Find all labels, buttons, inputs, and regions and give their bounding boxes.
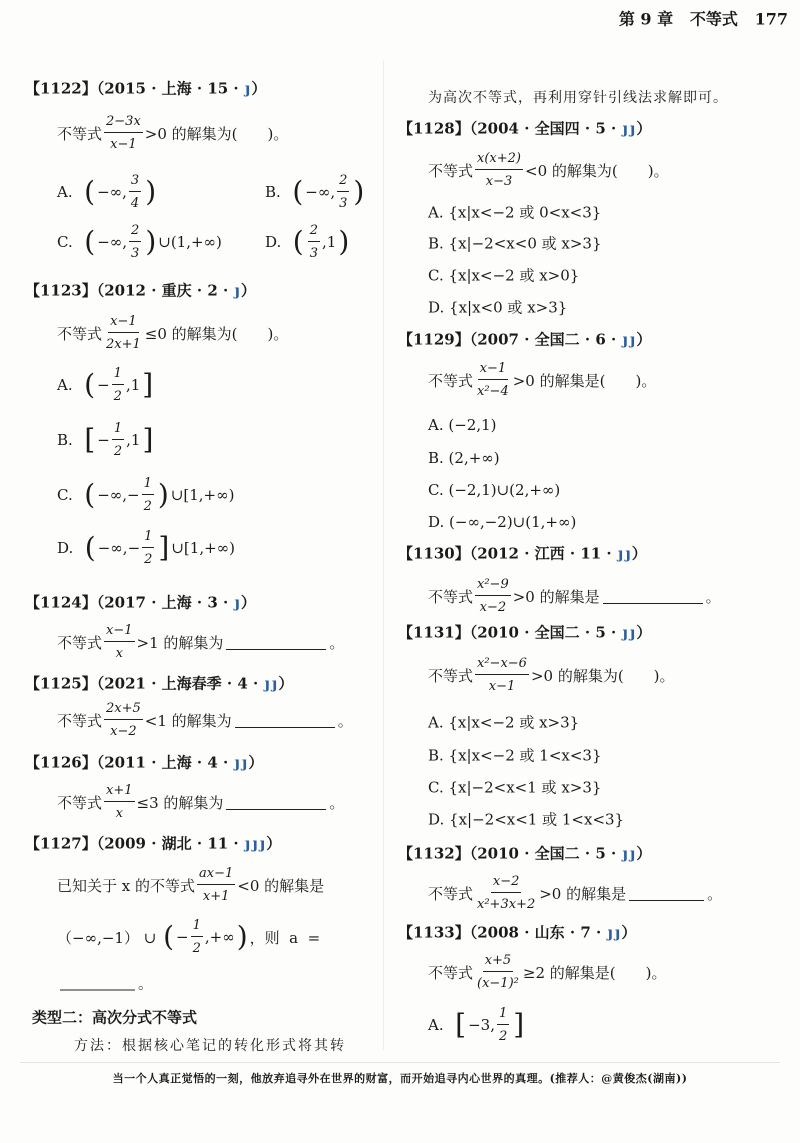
fraction	[142, 528, 154, 568]
fraction	[112, 420, 124, 460]
problem-stem	[57, 313, 288, 353]
answer-blank[interactable]	[235, 713, 335, 728]
text-segment: ，则 a =	[249, 928, 321, 947]
problem-source: （2017 · 上海 · 3 ·	[96, 593, 234, 612]
difficulty-pepper-icon: ȷ	[625, 544, 631, 563]
problem-source: （2011 · 上海 · 4 ·	[96, 753, 234, 772]
problem-stem	[428, 150, 669, 190]
close-paren: ）	[248, 753, 264, 772]
problem-header	[25, 78, 266, 99]
bracket: (	[163, 920, 174, 953]
text-segment: B.	[57, 431, 83, 449]
fraction	[497, 1005, 509, 1045]
difficulty-pepper-icon: ȷ	[629, 623, 636, 642]
answer-blank[interactable]	[226, 635, 326, 650]
text-segment: 不等式	[428, 587, 474, 606]
text-segment: ,+∞	[204, 928, 235, 946]
bracket: ]	[513, 1008, 525, 1041]
text-segment: ∪[1,+∞)	[171, 539, 236, 557]
fraction	[475, 952, 521, 992]
text-segment: A.	[57, 183, 83, 201]
problem-header	[398, 543, 647, 564]
numerator: x−2	[491, 873, 522, 893]
problem-header	[25, 833, 281, 854]
text-segment: B. {x|−2<x<0 或 x>3}	[428, 234, 602, 253]
denominator: 4	[130, 196, 140, 211]
problem-number: 【1132】	[398, 844, 470, 863]
fraction	[142, 475, 154, 515]
text-segment: −∞,	[97, 183, 127, 201]
bracket: )	[353, 175, 365, 208]
problem-source: （2012 · 江西 · 11 ·	[469, 544, 617, 563]
problem-source: （2012 · 重庆 · 2 ·	[96, 281, 234, 300]
text-segment: ∪(1,+∞)	[158, 233, 222, 251]
fraction	[197, 865, 235, 905]
text-segment: >0 的解集是( )。	[512, 371, 657, 390]
fraction	[129, 172, 141, 212]
text-segment: <0 的解集为( )。	[525, 161, 669, 180]
text-segment: −∞,	[305, 183, 336, 201]
problem-header	[398, 329, 651, 350]
difficulty-pepper-icon: ȷ	[622, 623, 628, 642]
text-segment: ≤3 的解集为	[136, 793, 224, 812]
denominator: x−1	[488, 679, 516, 694]
difficulty-pepper-icon: ȷ	[264, 674, 270, 693]
problem-header	[25, 752, 263, 773]
footer-divider	[20, 1062, 780, 1063]
denominator: x+1	[202, 889, 230, 904]
difficulty-pepper-icon: ȷ	[622, 119, 628, 138]
denominator: (x−1)²	[477, 976, 519, 991]
answer-option[interactable]	[428, 481, 560, 499]
bracket: )	[145, 175, 157, 208]
problem-header	[25, 673, 293, 694]
fraction	[308, 222, 320, 262]
problem-number: 【1126】	[25, 753, 97, 772]
problem-source: （2007 · 全国二 · 6 ·	[469, 330, 622, 349]
denominator: 2	[113, 444, 123, 459]
answer-blank[interactable]	[226, 795, 326, 810]
problem-header	[398, 118, 651, 139]
problem-stem	[57, 700, 353, 740]
numerator: x+5	[483, 952, 514, 972]
text-segment: >0 的解集为( )。	[144, 124, 289, 143]
chapter-title: 不等式	[689, 9, 738, 29]
denominator: 2x+1	[106, 337, 141, 352]
difficulty-pepper-icon: ȷ	[629, 119, 636, 138]
difficulty-pepper-icon: ȷ	[234, 281, 240, 300]
text-segment: >0 的解集是	[512, 587, 600, 606]
fraction	[337, 172, 349, 212]
text-segment: 不等式	[428, 963, 474, 982]
problem-stem	[57, 973, 153, 994]
bracket: (	[292, 175, 304, 208]
bracket: )	[338, 225, 350, 258]
problem-number: 【1130】	[398, 544, 470, 563]
denominator: 2	[113, 389, 122, 404]
text-segment: −	[97, 431, 110, 449]
problem-header	[398, 922, 636, 943]
problem-header	[398, 843, 651, 864]
text-segment: 。	[329, 793, 345, 812]
problem-header	[398, 622, 651, 643]
bracket: (	[84, 368, 96, 401]
denominator: 3	[309, 246, 319, 261]
text-segment: D. (−∞,−2)∪(1,+∞)	[428, 513, 577, 531]
fraction	[475, 873, 537, 913]
text-segment: C. {x|x<−2 或 x>0}	[428, 266, 580, 285]
numerator: x(x+2)	[475, 150, 523, 170]
difficulty-pepper-icon: ȷ	[252, 834, 258, 853]
text-segment: <1 的解集为	[144, 711, 232, 730]
answer-option[interactable]	[428, 265, 579, 286]
difficulty-pepper-icon: ȷ	[234, 593, 240, 612]
numerator: x²−x−6	[475, 655, 529, 675]
numerator: 1	[112, 420, 124, 440]
problem-header	[25, 280, 256, 301]
close-paren: ）	[636, 623, 652, 642]
fraction	[475, 360, 511, 400]
answer-option[interactable]	[428, 745, 602, 766]
numerator: x−1	[478, 360, 509, 380]
difficulty-pepper-icon: ȷ	[607, 923, 613, 942]
denominator: 3	[339, 196, 348, 211]
text-segment: 不等式	[428, 666, 474, 685]
problem-source: （2015 · 上海 · 15 ·	[96, 79, 244, 98]
numerator: 2−3x	[104, 113, 143, 133]
denominator: 2	[144, 552, 153, 567]
denominator: x−2	[479, 600, 507, 615]
text-segment: C. (−2,1)∪(2,+∞)	[428, 481, 561, 499]
problem-source: （2010 · 全国二 · 5 ·	[469, 844, 622, 863]
text-segment: 。	[705, 587, 721, 606]
bracket: (	[84, 531, 96, 564]
difficulty-pepper-icon: ȷ	[622, 844, 628, 863]
numerator: 1	[191, 917, 203, 937]
answer-option[interactable]	[428, 202, 601, 223]
chapter-label: 第 9 章	[618, 9, 674, 29]
text-segment: −3,	[468, 1016, 495, 1034]
page-number: 177	[754, 9, 788, 29]
text-segment: A. {x|x<−2 或 0<x<3}	[428, 203, 602, 222]
problem-stem	[57, 622, 344, 662]
answer-option[interactable]	[265, 222, 351, 262]
fraction	[104, 113, 143, 153]
numerator: 2	[129, 222, 141, 242]
denominator: 3	[131, 246, 140, 261]
fraction	[112, 365, 124, 405]
answer-option[interactable]	[428, 777, 601, 798]
problem-stem	[428, 952, 666, 992]
text-segment: 不等式	[428, 161, 474, 180]
text-segment: D.	[57, 539, 83, 557]
text-segment: ,1	[126, 431, 141, 449]
text-segment: D.	[265, 233, 291, 251]
problem-stem	[57, 865, 324, 905]
answer-option[interactable]	[57, 475, 234, 515]
text-segment: 。	[337, 711, 353, 730]
column-divider	[383, 60, 384, 1050]
answer-option[interactable]	[57, 172, 158, 212]
text-segment: ≥2 的解集是( )。	[522, 963, 667, 982]
text-segment: B. {x|x<−2 或 1<x<3}	[428, 746, 602, 765]
difficulty-pepper-icon: ȷ	[622, 330, 628, 349]
denominator: x−2	[110, 724, 137, 739]
text-segment: 。	[329, 633, 345, 652]
text-segment: C.	[57, 486, 83, 504]
answer-option[interactable]	[57, 528, 235, 568]
fraction	[129, 222, 141, 262]
text-segment: >0 的解集为( )。	[530, 666, 675, 685]
answer-option[interactable]	[57, 365, 155, 405]
denominator: 2	[192, 941, 201, 956]
text-segment: ,1	[125, 376, 141, 394]
text-segment: 不等式	[428, 371, 474, 390]
denominator: x−1	[110, 137, 137, 152]
answer-option[interactable]	[428, 297, 567, 318]
numerator: 1	[497, 1005, 509, 1025]
difficulty-pepper-icon: ȷ	[241, 753, 248, 772]
difficulty-pepper-icon: ȷ	[617, 544, 624, 563]
numerator: 3	[129, 172, 141, 192]
numerator: x+1	[104, 782, 135, 802]
close-paren: ）	[278, 674, 294, 693]
difficulty-pepper-icon: ȷ	[614, 923, 621, 942]
text-segment: A.	[428, 1016, 454, 1034]
close-paren: ）	[631, 544, 647, 563]
numerator: 2x+5	[104, 700, 143, 720]
fraction	[104, 782, 135, 822]
problem-stem	[428, 360, 656, 400]
text-segment: −	[97, 376, 110, 394]
text-segment: C. {x|−2<x<1 或 x>3}	[428, 778, 602, 797]
difficulty-pepper-icon: ȷ	[234, 753, 240, 772]
answer-option[interactable]	[428, 449, 500, 467]
problem-number: 【1133】	[398, 923, 470, 942]
numerator: 1	[142, 528, 154, 548]
text-segment: >0 的解集是	[539, 884, 627, 903]
problem-source: （2008 · 山东 · 7 ·	[469, 923, 607, 942]
section-title: 类型二：高次分式不等式	[32, 1008, 198, 1027]
text-segment: 。	[707, 884, 723, 903]
text-segment: 不等式	[57, 633, 103, 652]
text-segment: B. (2,+∞)	[428, 449, 500, 467]
text-segment: 不等式	[57, 124, 103, 143]
numerator: 2	[308, 222, 320, 242]
text-segment: A. {x|x<−2 或 x>3}	[428, 713, 580, 732]
numerator: 1	[112, 365, 124, 385]
continuation-text: 为高次不等式，再利用穿针引线法求解即可。	[428, 90, 728, 106]
close-paren: ）	[266, 834, 282, 853]
bracket: [	[84, 423, 96, 456]
footer-quote: 当一个人真正觉悟的一刻，他放弃追寻外在世界的财富，而开始追寻内心世界的真理。(推荐人：@黄俊杰(湖南))	[112, 1072, 688, 1085]
problem-stem	[428, 873, 722, 913]
answer-option[interactable]	[428, 1005, 526, 1045]
text-segment: >1 的解集为	[136, 633, 224, 652]
problem-stem	[57, 917, 320, 957]
text-segment: C.	[57, 233, 83, 251]
text-segment: <0 的解集是	[237, 876, 325, 895]
bracket: ]	[142, 423, 154, 456]
difficulty-pepper-icon: ȷ	[271, 674, 278, 693]
text-segment: ,1	[322, 233, 337, 251]
answer-option[interactable]	[428, 233, 602, 254]
bracket: )	[145, 225, 157, 258]
problem-source: （2021 · 上海春季 · 4 ·	[96, 674, 264, 693]
text-segment: （−∞,−1） ∪	[57, 928, 162, 947]
fraction	[475, 150, 523, 190]
fraction	[104, 313, 143, 353]
difficulty-pepper-icon: ȷ	[629, 330, 636, 349]
text-segment: 不等式	[57, 711, 103, 730]
close-paren: ）	[621, 923, 637, 942]
bracket: ]	[142, 368, 154, 401]
numerator: 2	[337, 172, 349, 192]
text-segment: A.	[57, 376, 83, 394]
text-segment: −	[176, 928, 189, 946]
close-paren: ）	[240, 593, 256, 612]
text-segment: D. {x|−2<x<1 或 1<x<3}	[428, 810, 625, 829]
problem-number: 【1123】	[25, 281, 97, 300]
answer-option[interactable]	[428, 712, 579, 733]
text-segment: 。	[138, 974, 154, 993]
text-segment: 已知关于 x 的不等式	[57, 876, 195, 895]
denominator: x−3	[485, 174, 513, 189]
fraction	[191, 917, 203, 957]
fraction	[104, 622, 135, 662]
answer-blank[interactable]	[603, 589, 703, 604]
answer-option[interactable]	[57, 222, 222, 262]
problem-header	[25, 592, 256, 613]
problem-stem	[57, 782, 344, 822]
bracket: (	[84, 175, 96, 208]
text-segment: −∞,−	[97, 486, 140, 504]
fraction	[104, 700, 143, 740]
problem-stem	[57, 113, 288, 153]
answer-option[interactable]	[428, 809, 624, 830]
difficulty-pepper-icon: ȷ	[244, 834, 251, 853]
numerator: x−1	[108, 313, 139, 333]
text-segment: 不等式	[428, 884, 474, 903]
bracket: )	[236, 920, 248, 953]
answer-blank[interactable]	[629, 886, 704, 901]
numerator: ax−1	[197, 865, 235, 885]
problem-source: （2009 · 湖北 · 11 ·	[96, 834, 244, 853]
bracket: ]	[158, 531, 170, 564]
fraction	[475, 576, 511, 616]
denominator: 2	[498, 1029, 508, 1044]
answer-option[interactable]	[428, 513, 576, 531]
answer-blank[interactable]	[60, 976, 135, 991]
text-segment: ≤0 的解集为( )。	[144, 324, 289, 343]
denominator: x	[115, 806, 123, 821]
close-paren: ）	[636, 119, 652, 138]
text-segment: A. (−2,1)	[428, 416, 497, 434]
close-paren: ）	[251, 79, 267, 98]
bracket: (	[292, 225, 304, 258]
text-segment: ∪[1,+∞)	[170, 486, 235, 504]
denominator: x²−4	[477, 384, 509, 399]
answer-option[interactable]	[428, 416, 497, 434]
method-text: 方法：根据核心笔记的转化形式将其转	[74, 1038, 346, 1054]
problem-number: 【1122】	[25, 79, 97, 98]
denominator: x	[115, 646, 123, 661]
close-paren: ）	[636, 330, 652, 349]
fraction	[475, 655, 529, 695]
difficulty-pepper-icon: ȷ	[244, 79, 251, 98]
problem-number: 【1125】	[25, 674, 97, 693]
text-segment: 不等式	[57, 324, 103, 343]
bracket: (	[84, 478, 96, 511]
denominator: x²+3x+2	[477, 897, 536, 912]
difficulty-pepper-icon: ȷ	[259, 834, 266, 853]
bracket: (	[84, 225, 96, 258]
problem-stem	[428, 576, 721, 616]
numerator: x²−9	[475, 576, 511, 596]
problem-number: 【1128】	[398, 119, 470, 138]
denominator: 2	[143, 499, 152, 514]
bracket: )	[157, 478, 169, 511]
text-segment: B.	[265, 183, 291, 201]
answer-option[interactable]	[265, 172, 366, 212]
problem-number: 【1127】	[25, 834, 97, 853]
numerator: x−1	[104, 622, 135, 642]
numerator: 1	[142, 475, 154, 495]
problem-source: （2010 · 全国二 · 5 ·	[469, 623, 622, 642]
page-header	[619, 7, 788, 30]
problem-source: （2004 · 全国四 · 5 ·	[469, 119, 622, 138]
problem-number: 【1124】	[25, 593, 97, 612]
difficulty-pepper-icon: ȷ	[629, 844, 636, 863]
bracket: [	[455, 1008, 467, 1041]
close-paren: ）	[240, 281, 256, 300]
close-paren: ）	[636, 844, 652, 863]
text-segment: 不等式	[57, 793, 103, 812]
text-segment: −∞,−	[97, 539, 141, 557]
text-segment: D. {x|x<0 或 x>3}	[428, 298, 568, 317]
problem-number: 【1129】	[398, 330, 470, 349]
problem-stem	[428, 655, 675, 695]
answer-option[interactable]	[57, 420, 155, 460]
text-segment: −∞,	[97, 233, 128, 251]
problem-number: 【1131】	[398, 623, 470, 642]
